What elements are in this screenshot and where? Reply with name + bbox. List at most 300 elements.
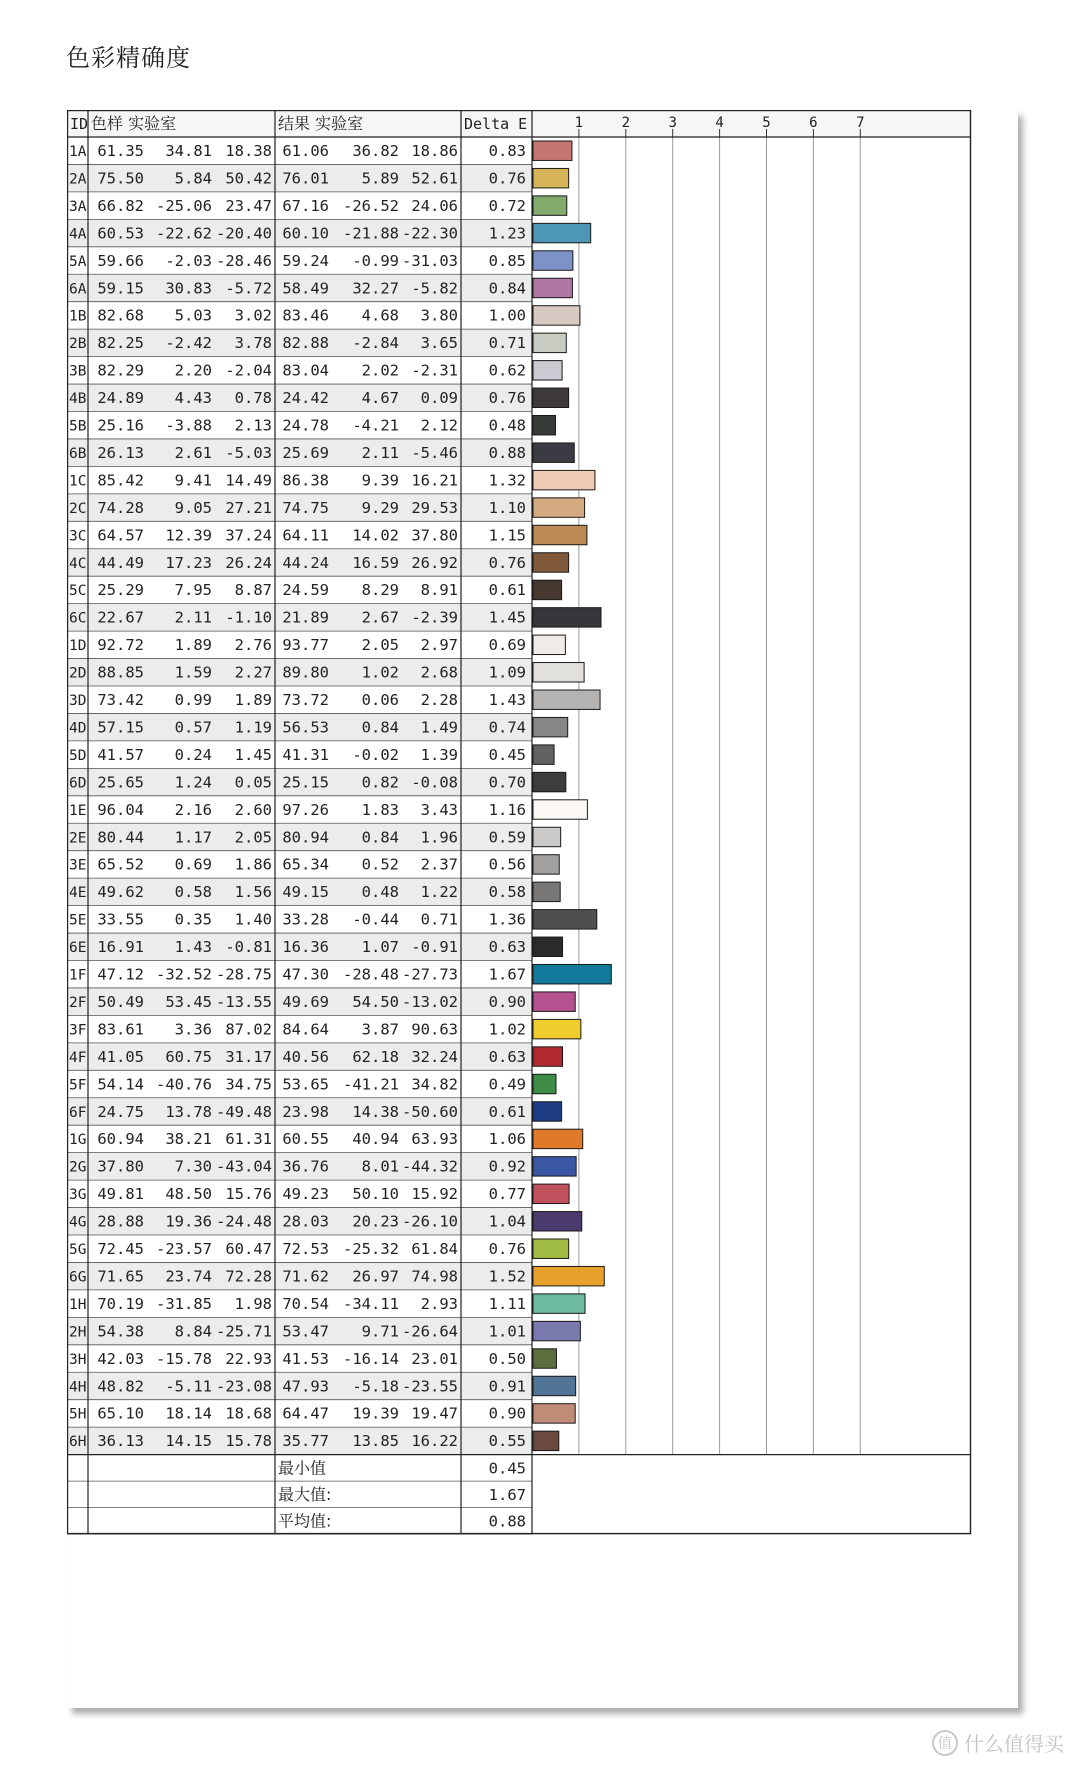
cell-delta: 0.45 [488, 745, 526, 764]
cell-meas: -41.21 [343, 1075, 399, 1094]
cell-meas: 49.69 [282, 992, 329, 1011]
cell-meas: 23.01 [411, 1349, 458, 1368]
cell-meas: -16.14 [343, 1349, 399, 1368]
cell-ref: 1.43 [174, 938, 212, 957]
cell-ref: 71.65 [97, 1267, 144, 1286]
cell-ref: -3.88 [165, 416, 212, 435]
cell-id: 2G [69, 1159, 87, 1176]
watermark [932, 1728, 1064, 1757]
cell-meas: -0.02 [352, 745, 399, 764]
cell-ref: 1.40 [234, 910, 272, 929]
cell-id: 6A [69, 281, 87, 298]
cell-id: 4F [69, 1049, 87, 1066]
cell-id: 1F [69, 967, 87, 984]
cell-id: 4B [69, 391, 87, 408]
cell-meas: 0.09 [420, 389, 458, 408]
cell-ref: 14.15 [165, 1432, 212, 1451]
header-sample: 色样 实验室 [91, 114, 177, 133]
cell-meas: 90.63 [411, 1020, 458, 1039]
cell-ref: 88.85 [97, 663, 144, 682]
cell-id: 5D [69, 747, 87, 764]
cell-meas: 26.97 [352, 1267, 399, 1286]
cell-delta: 1.16 [488, 800, 526, 819]
cell-ref: -2.03 [165, 251, 212, 270]
cell-meas: 0.52 [361, 855, 399, 874]
cell-ref: 22.93 [225, 1349, 272, 1368]
cell-meas: 60.55 [282, 1130, 329, 1149]
cell-meas: -25.32 [343, 1240, 399, 1258]
cell-delta: 1.02 [488, 1020, 526, 1039]
cell-meas: 18.86 [411, 142, 458, 160]
cell-ref: -1.10 [225, 608, 272, 627]
cell-ref: 0.05 [234, 773, 272, 792]
bar-5G [533, 1239, 569, 1258]
cell-id: 4H [69, 1379, 87, 1396]
cell-meas: 41.31 [282, 745, 329, 764]
cell-meas: 13.85 [352, 1432, 399, 1451]
cell-id: 4E [69, 885, 87, 902]
bar-5E [533, 910, 597, 929]
cell-ref: 7.95 [174, 581, 212, 600]
cell-meas: -21.88 [343, 224, 399, 243]
bar-1H [533, 1294, 585, 1313]
cell-delta: 1.36 [488, 910, 526, 929]
header-id: ID [70, 115, 89, 133]
cell-meas: 47.93 [282, 1377, 329, 1396]
cell-ref: -25.06 [156, 196, 212, 215]
cell-delta: 0.56 [488, 855, 526, 874]
cell-meas: 36.76 [282, 1157, 329, 1176]
cell-ref: 8.87 [234, 581, 272, 600]
cell-ref: 42.03 [97, 1349, 144, 1368]
cell-ref: 75.50 [97, 169, 144, 188]
cell-ref: 24.89 [97, 389, 144, 408]
cell-meas: 1.22 [420, 883, 458, 902]
cell-ref: 57.15 [97, 718, 144, 737]
cell-ref: 0.57 [174, 718, 212, 737]
cell-delta: 1.04 [488, 1212, 526, 1231]
cell-ref: 36.13 [97, 1432, 144, 1451]
cell-ref: 83.61 [97, 1020, 144, 1039]
cell-meas: 64.11 [282, 526, 329, 545]
cell-delta: 0.76 [488, 1240, 526, 1258]
cell-delta: 0.88 [488, 443, 526, 462]
cell-ref: 5.03 [174, 306, 212, 325]
cell-delta: 0.63 [488, 938, 526, 957]
cell-ref: -13.55 [216, 992, 272, 1011]
cell-ref: 8.84 [174, 1322, 212, 1341]
cell-meas: 93.77 [282, 636, 329, 655]
cell-ref: 50.49 [97, 992, 144, 1011]
cell-ref: 60.94 [97, 1130, 144, 1149]
bar-3C [533, 525, 587, 544]
bar-4A [533, 223, 591, 242]
cell-delta: 0.69 [488, 636, 526, 655]
cell-meas: 71.62 [282, 1267, 329, 1286]
cell-ref: 2.11 [174, 608, 212, 627]
bar-2E [533, 827, 561, 846]
cell-ref: 27.21 [225, 498, 272, 517]
cell-meas: 3.80 [420, 306, 458, 325]
cell-ref: 2.61 [174, 443, 212, 462]
cell-delta: 0.48 [488, 416, 526, 435]
cell-ref: 92.72 [97, 636, 144, 655]
summary-label: 平均值: [278, 1511, 332, 1531]
cell-ref: 66.82 [97, 196, 144, 215]
cell-ref: 0.69 [174, 855, 212, 874]
cell-id: 2D [69, 665, 87, 682]
cell-meas: -2.84 [352, 334, 399, 353]
bar-2F [533, 992, 575, 1011]
cell-ref: 50.42 [225, 169, 272, 188]
zhi-logo-icon: 值 [932, 1730, 958, 1756]
cell-ref: 31.17 [225, 1047, 272, 1066]
cell-ref: 7.30 [174, 1157, 212, 1176]
cell-meas: 74.98 [411, 1267, 458, 1286]
cell-delta: 0.55 [488, 1432, 526, 1451]
cell-meas: 9.29 [361, 498, 399, 517]
cell-id: 6F [69, 1104, 87, 1121]
cell-meas: 62.18 [352, 1047, 399, 1066]
cell-meas: 97.26 [282, 800, 329, 819]
bar-1E [533, 800, 587, 819]
cell-ref: 3.36 [174, 1020, 212, 1039]
cell-meas: -2.39 [411, 608, 458, 627]
cell-ref: 65.52 [97, 855, 144, 874]
cell-ref: 1.98 [234, 1294, 272, 1313]
cell-delta: 0.85 [488, 251, 526, 270]
cell-delta: 0.50 [488, 1349, 526, 1368]
cell-id: 5F [69, 1077, 87, 1094]
cell-meas: 82.88 [282, 334, 329, 353]
cell-meas: 24.78 [282, 416, 329, 435]
cell-meas: 19.47 [411, 1404, 458, 1423]
cell-ref: 23.47 [225, 196, 272, 215]
cell-ref: 74.28 [97, 498, 144, 517]
header-result: 结果 实验室 [278, 114, 364, 133]
cell-ref: 47.12 [97, 965, 144, 984]
bar-2G [533, 1157, 576, 1176]
bar-6C [533, 608, 601, 627]
cell-meas: 50.10 [352, 1185, 399, 1204]
cell-ref: 2.27 [234, 663, 272, 682]
cell-meas: 56.53 [282, 718, 329, 737]
cell-id: 5G [69, 1242, 87, 1258]
cell-id: 2F [69, 994, 87, 1011]
cell-meas: 3.43 [420, 800, 458, 819]
cell-meas: 54.50 [352, 992, 399, 1011]
cell-delta: 0.61 [488, 1102, 526, 1121]
cell-delta: 1.00 [488, 306, 526, 325]
tick-label: 4 [715, 115, 724, 131]
cell-ref: -28.75 [216, 965, 272, 984]
bar-3D [533, 690, 600, 709]
cell-meas: 25.69 [282, 443, 329, 462]
cell-id: 2C [69, 500, 87, 517]
cell-meas: 52.61 [411, 169, 458, 188]
cell-ref: 0.78 [234, 389, 272, 408]
cell-ref: 1.24 [174, 773, 212, 792]
cell-ref: 59.66 [97, 251, 144, 270]
cell-ref: 73.42 [97, 691, 144, 709]
cell-meas: 32.24 [411, 1047, 458, 1066]
cell-delta: 1.43 [488, 691, 526, 709]
summary-value: 1.67 [488, 1486, 526, 1505]
bar-3F [533, 1019, 581, 1038]
bar-1B [533, 306, 580, 325]
cell-meas: 53.47 [282, 1322, 329, 1341]
cell-id: 6E [69, 940, 87, 957]
cell-ref: 28.88 [97, 1212, 144, 1231]
cell-meas: 16.36 [282, 938, 329, 957]
header-delta: Delta E [464, 115, 528, 133]
cell-ref: 15.78 [225, 1432, 272, 1451]
cell-ref: -49.48 [216, 1102, 272, 1121]
cell-meas: -44.32 [402, 1157, 458, 1176]
cell-delta: 0.76 [488, 553, 526, 572]
cell-meas: 16.59 [352, 553, 399, 572]
cell-meas: -5.46 [411, 443, 458, 462]
cell-ref: 34.81 [165, 142, 212, 160]
cell-id: 1H [69, 1296, 87, 1313]
summary-label: 最小值 [278, 1458, 327, 1478]
cell-ref: 96.04 [97, 800, 144, 819]
cell-meas: 1.96 [420, 828, 458, 847]
cell-meas: -28.48 [343, 965, 399, 984]
cell-delta: 0.59 [488, 828, 526, 847]
cell-meas: 0.84 [361, 718, 399, 737]
cell-meas: 83.46 [282, 306, 329, 325]
cell-meas: 9.39 [361, 471, 399, 490]
cell-meas: 74.75 [282, 498, 329, 517]
cell-id: 5E [69, 912, 87, 929]
cell-meas: 64.47 [282, 1404, 329, 1423]
cell-meas: 86.38 [282, 471, 329, 490]
bar-1D [533, 635, 565, 654]
tick-label: 7 [856, 115, 865, 131]
cell-meas: 0.82 [361, 773, 399, 792]
tick-label: 5 [762, 115, 771, 131]
cell-meas: 2.37 [420, 855, 458, 874]
bar-2A [533, 168, 569, 187]
cell-meas: 76.01 [282, 169, 329, 188]
cell-meas: 49.15 [282, 883, 329, 902]
cell-meas: 70.54 [282, 1294, 329, 1313]
cell-ref: 41.05 [97, 1047, 144, 1066]
cell-meas: 33.28 [282, 910, 329, 929]
cell-meas: -34.11 [343, 1294, 399, 1313]
cell-delta: 0.71 [488, 334, 526, 353]
cell-meas: -23.55 [402, 1377, 458, 1396]
cell-ref: 61.35 [97, 142, 144, 160]
color-accuracy-table [67, 110, 1018, 1708]
cell-ref: 18.14 [165, 1404, 212, 1423]
bar-4F [533, 1047, 563, 1066]
cell-meas: -26.10 [402, 1212, 458, 1231]
cell-meas: 2.67 [361, 608, 399, 627]
cell-delta: 0.70 [488, 773, 526, 792]
bar-6H [533, 1431, 559, 1450]
cell-ref: 0.24 [174, 745, 212, 764]
cell-meas: 2.11 [361, 443, 399, 462]
bar-4E [533, 882, 560, 901]
cell-delta: 0.90 [488, 992, 526, 1011]
cell-id: 4A [69, 226, 87, 243]
cell-meas: -2.31 [411, 361, 458, 380]
cell-ref: 60.47 [225, 1240, 272, 1258]
cell-meas: 26.92 [411, 553, 458, 572]
bar-6B [533, 443, 574, 462]
cell-meas: 0.06 [361, 691, 399, 709]
cell-ref: -25.71 [216, 1322, 272, 1341]
cell-meas: 35.77 [282, 1432, 329, 1451]
cell-ref: 2.16 [174, 800, 212, 819]
cell-ref: 0.58 [174, 883, 212, 902]
cell-meas: -5.82 [411, 279, 458, 298]
cell-meas: 0.48 [361, 883, 399, 902]
cell-id: 1E [69, 802, 87, 819]
bar-6D [533, 772, 566, 791]
cell-meas: 5.89 [361, 169, 399, 188]
cell-meas: 34.82 [411, 1075, 458, 1094]
bar-5F [533, 1074, 556, 1093]
delta-e-chart [67, 110, 1018, 1708]
cell-delta: 0.77 [488, 1185, 526, 1204]
cell-meas: 8.01 [361, 1157, 399, 1176]
cell-ref: 18.68 [225, 1404, 272, 1423]
cell-delta: 1.06 [488, 1130, 526, 1149]
cell-id: 6H [69, 1434, 87, 1451]
cell-meas: 61.06 [282, 142, 329, 160]
cell-ref: 72.45 [97, 1240, 144, 1258]
cell-ref: 2.20 [174, 361, 212, 380]
cell-ref: 1.59 [174, 663, 212, 682]
cell-id: 3A [69, 198, 87, 215]
cell-ref: 82.29 [97, 361, 144, 380]
cell-id: 5H [69, 1406, 87, 1423]
cell-id: 2H [69, 1324, 87, 1341]
cell-ref: 59.15 [97, 279, 144, 298]
cell-delta: 1.10 [488, 498, 526, 517]
bar-5D [533, 745, 554, 764]
cell-id: 1A [69, 144, 87, 160]
cell-ref: 60.75 [165, 1047, 212, 1066]
bar-6E [533, 937, 563, 956]
cell-ref: -0.81 [225, 938, 272, 957]
cell-ref: 5.84 [174, 169, 212, 188]
bar-4H [533, 1376, 576, 1395]
cell-meas: 4.68 [361, 306, 399, 325]
cell-meas: 80.94 [282, 828, 329, 847]
cell-meas: 14.38 [352, 1102, 399, 1121]
cell-id: 2E [69, 830, 87, 847]
bar-5A [533, 251, 573, 270]
cell-ref: 1.45 [234, 745, 272, 764]
cell-meas: 20.23 [352, 1212, 399, 1231]
cell-ref: 14.49 [225, 471, 272, 490]
bar-1C [533, 470, 595, 489]
cell-meas: 2.02 [361, 361, 399, 380]
cell-id: 3H [69, 1351, 87, 1368]
cell-meas: 24.06 [411, 196, 458, 215]
bar-5H [533, 1404, 575, 1423]
watermark-text: 什么值得买 [964, 1732, 1064, 1756]
cell-ref: 13.78 [165, 1102, 212, 1121]
cell-meas: 28.03 [282, 1212, 329, 1231]
cell-ref: 54.38 [97, 1322, 144, 1341]
cell-id: 4G [69, 1214, 87, 1231]
cell-ref: 2.13 [234, 416, 272, 435]
cell-id: 5C [69, 583, 87, 600]
cell-ref: 25.16 [97, 416, 144, 435]
cell-meas: 15.92 [411, 1185, 458, 1204]
bar-1F [533, 965, 611, 984]
tick-label: 1 [574, 115, 584, 131]
cell-meas: 25.15 [282, 773, 329, 792]
bar-3H [533, 1349, 556, 1368]
bar-3B [533, 361, 562, 380]
cell-ref: 26.24 [225, 553, 272, 572]
cell-meas: 8.29 [361, 581, 399, 600]
cell-meas: 3.87 [361, 1020, 399, 1039]
cell-id: 6G [69, 1269, 87, 1286]
bar-4G [533, 1212, 582, 1231]
cell-meas: 3.65 [420, 334, 458, 353]
cell-meas: 41.53 [282, 1349, 329, 1368]
cell-meas: 40.94 [352, 1130, 399, 1149]
cell-meas: -5.18 [352, 1377, 399, 1396]
bar-6A [533, 278, 572, 297]
cell-meas: -0.44 [352, 910, 399, 929]
cell-meas: 19.39 [352, 1404, 399, 1423]
cell-meas: 53.65 [282, 1075, 329, 1094]
cell-meas: 84.64 [282, 1020, 329, 1039]
cell-ref: 1.86 [234, 855, 272, 874]
cell-ref: 9.05 [174, 498, 212, 517]
cell-ref: 0.99 [174, 691, 212, 709]
cell-ref: 48.50 [165, 1185, 212, 1204]
cell-ref: -5.72 [225, 279, 272, 298]
bar-3G [533, 1184, 569, 1203]
cell-ref: 25.65 [97, 773, 144, 792]
cell-id: 3B [69, 363, 87, 380]
cell-meas: 1.07 [361, 938, 399, 957]
cell-ref: 3.02 [234, 306, 272, 325]
cell-delta: 0.92 [488, 1157, 526, 1176]
cell-meas: 65.34 [282, 855, 329, 874]
cell-ref: 54.14 [97, 1075, 144, 1094]
cell-delta: 1.11 [488, 1294, 526, 1313]
bar-2D [533, 663, 584, 682]
cell-delta: 1.67 [488, 965, 526, 984]
cell-ref: -32.52 [156, 965, 212, 984]
cell-ref: 61.31 [225, 1130, 272, 1149]
cell-ref: -15.78 [156, 1349, 212, 1368]
cell-delta: 0.61 [488, 581, 526, 600]
cell-id: 6C [69, 610, 87, 627]
cell-ref: 18.38 [225, 142, 272, 160]
bar-4D [533, 717, 568, 736]
bar-4B [533, 388, 569, 407]
tick-label: 3 [668, 115, 677, 131]
cell-delta: 1.01 [488, 1322, 526, 1341]
cell-meas: 2.12 [420, 416, 458, 435]
cell-meas: 9.71 [361, 1322, 399, 1341]
cell-ref: 1.89 [174, 636, 212, 655]
cell-meas: 47.30 [282, 965, 329, 984]
cell-delta: 0.58 [488, 883, 526, 902]
cell-ref: -31.85 [156, 1294, 212, 1313]
